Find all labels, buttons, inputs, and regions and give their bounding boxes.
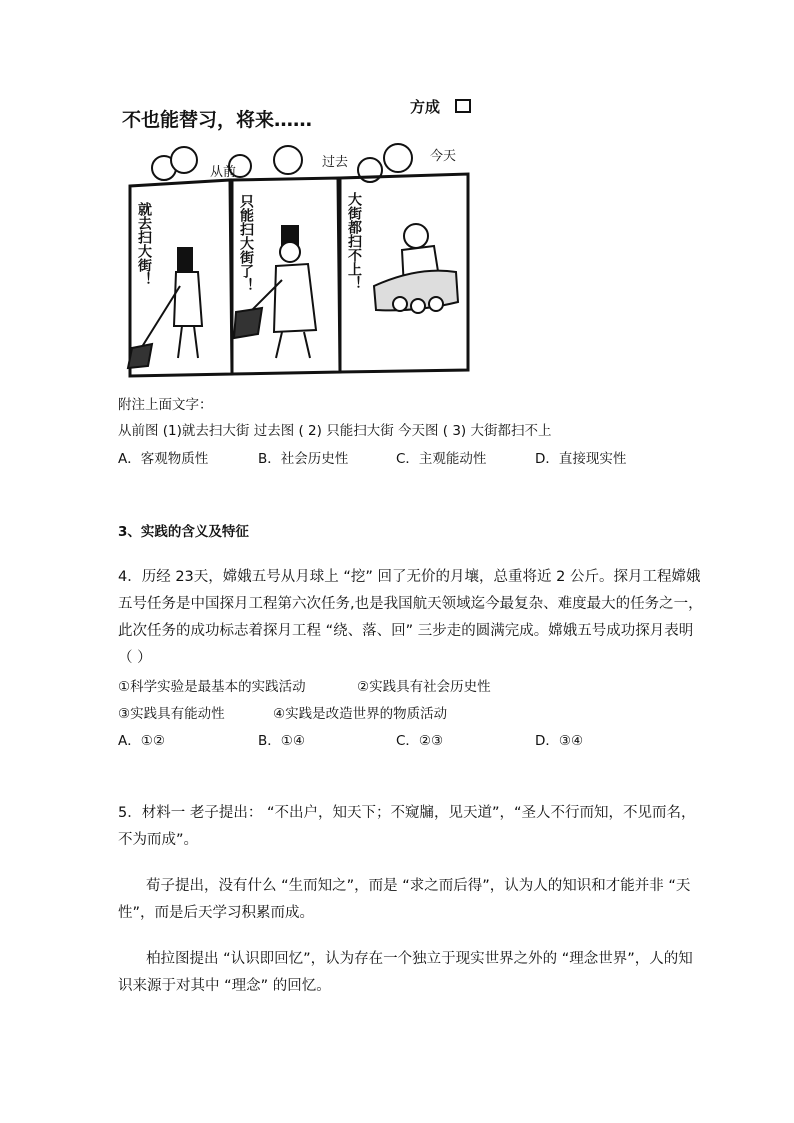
statement-1: ①科学实验是最基本的实践活动 [118,679,306,695]
note-line: 从前图 (1)就去扫大街 过去图 ( 2) 只能扫大街 今天图 ( 3) 大街都扫不上 [118,423,552,439]
cartoon-signature: 方成 [410,98,441,116]
q4-option-d: D．③④ [535,733,584,749]
q5-p1-line-1: 5．材料一 老子提出： “不出户，知天下；不窥牖，见天道”，“圣人不行而知，不见而名， [118,805,696,821]
q4-line-2: 五号任务是中国探月工程第六次任务,也是我国航天领域迄今最复杂、难度最大的任务之一， [118,596,703,612]
option-c: C．主观能动性 [396,451,487,467]
q5-p3-line-2: 识来源于对其中 “理念” 的回忆。 [118,978,331,994]
q4-line-1: 4．历经 23天，嫦娥五号从月球上 “挖” 回了无价的月壤，总重将近 2 公斤。探月工程嫦娥 [118,569,701,585]
q4-blank: （ ） [118,650,152,666]
option-a: A．客观物质性 [118,451,209,467]
q5-p2-line-2: 性”，而是后天学习积累而成。 [118,905,315,921]
panel3-text: 大街都扫不上！ [346,192,362,290]
cartoon-image [118,76,478,381]
panel1-text: 就去扫大街！ [136,202,152,286]
cartoon-top-text: 不也能替习，将来…… [122,109,313,131]
statement-2: ②实践具有社会历史性 [357,679,491,695]
section-title: 3、实践的含义及特征 [118,524,249,540]
statement-3: ③实践具有能动性 [118,706,225,722]
q4-option-b: B．①④ [258,733,305,749]
label-now: 今天 [430,149,457,164]
option-d: D．直接现实性 [535,451,627,467]
panel2-text: 只能扫大街了！ [238,194,254,292]
q4-option-a: A．①② [118,733,165,749]
option-b: B．社会历史性 [258,451,349,467]
statement-4: ④实践是改造世界的物质活动 [273,706,448,722]
q4-line-3: 此次任务的成功标志着探月工程 “绕、落、回” 三步走的圆满完成。嫦娥五号成功探月表明 [118,623,694,639]
q5-p2-line-1: 荀子提出，没有什么 “生而知之”，而是 “求之而后得”，认为人的知识和才能并非 “天 [146,878,691,894]
label-past: 从前 [210,165,237,180]
q4-option-c: C．②③ [396,733,444,749]
label-middle: 过去 [322,155,349,170]
q5-p3-line-1: 柏拉图提出 “认识即回忆”，认为存在一个独立于现实世界之外的 “理念世界”，人的知 [146,951,693,967]
q5-p1-line-2: 不为而成”。 [118,832,199,848]
note-heading: 附注上面文字： [118,397,213,413]
